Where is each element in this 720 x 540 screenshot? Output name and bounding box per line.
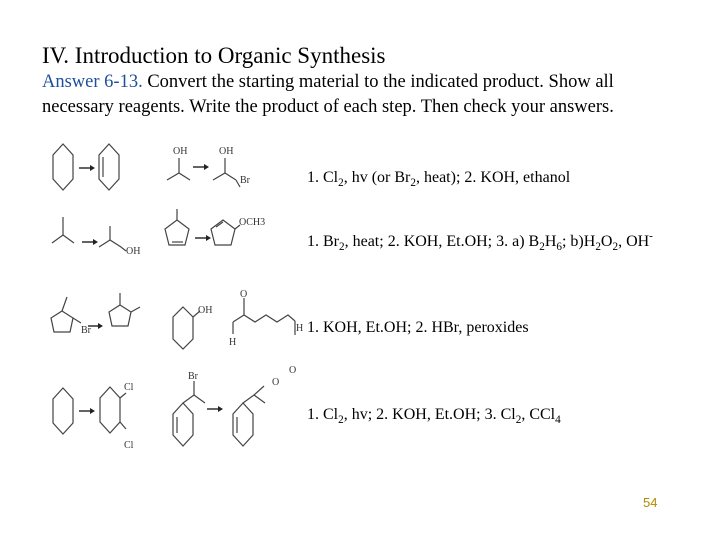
answer-text: , CCl — [521, 406, 556, 423]
reaction-arrow — [193, 164, 209, 170]
cyclohexanol-structure — [173, 307, 193, 349]
label-o: O — [289, 365, 297, 376]
reaction-arrow — [195, 235, 211, 241]
label-o: O — [240, 289, 248, 300]
answer-text: H — [544, 233, 557, 250]
label-och3: OCH3 — [239, 217, 266, 228]
primary-alcohol-structure — [99, 240, 126, 251]
subscript: 2 — [338, 177, 344, 190]
bromo-alcohol-structure — [213, 173, 236, 180]
answer-line — [307, 165, 702, 191]
cyclohexane-structure — [53, 144, 73, 190]
subscript: 2 — [339, 241, 345, 254]
subscript: 2 — [338, 414, 344, 427]
label-br: Br — [240, 175, 250, 186]
subscript: 2 — [539, 241, 545, 254]
subscript: 4 — [555, 414, 561, 427]
answer-text: O — [600, 233, 613, 250]
subscript: 2 — [410, 177, 416, 190]
cyclohexane-structure — [53, 388, 73, 434]
answer-line — [307, 229, 702, 255]
answer-text: ; b)H — [561, 233, 596, 250]
slide-title: IV. Introduction to Organic Synthesis — [42, 43, 386, 68]
page-number: 54 — [643, 495, 658, 510]
isobutane-structure — [52, 235, 63, 243]
label-cl: Cl — [124, 382, 134, 393]
label-br: Br — [81, 325, 91, 336]
answer-text: , hv; 2. KOH, Et.OH; 3. Cl — [343, 406, 516, 423]
reaction-arrow — [207, 406, 223, 412]
superscript: - — [649, 230, 653, 243]
answer-text: 1. Cl — [307, 169, 339, 186]
substituted-cyclopentane-structure — [109, 305, 131, 326]
answer-label: Answer 6-13. — [42, 72, 143, 92]
reaction-schemes-figure — [40, 135, 330, 465]
subscript: 2 — [612, 241, 619, 254]
answer-line — [307, 315, 702, 341]
label-oh: OH — [126, 246, 141, 257]
reaction-arrow — [82, 239, 98, 245]
dichlorocyclohexane-structure — [100, 387, 120, 433]
subscript: 2 — [515, 414, 522, 427]
answer-line — [307, 402, 702, 428]
reaction-schemes-drawing — [40, 135, 330, 465]
answer-text: , heat; 2. KOH, Et.OH; 3. a) B — [344, 233, 540, 250]
subscript: 6 — [556, 241, 562, 254]
aldehyde-chain-structure — [233, 315, 295, 322]
phenyl-bromide-structure — [173, 403, 193, 446]
label-br: Br — [188, 371, 198, 382]
label-oh: OH — [198, 305, 213, 316]
subscript: 2 — [595, 241, 601, 254]
prompt-text: Convert the starting material to the indicated product. Show all necessary reagents. Write the product of each step. Then check your answers. — [42, 72, 614, 117]
answers-column — [307, 0, 702, 540]
label-cl: Cl — [124, 440, 134, 451]
phenyl-ketone-structure — [233, 403, 253, 446]
isopropanol-structure — [167, 173, 190, 180]
label-oh: OH — [219, 146, 234, 157]
label-h: H — [229, 337, 237, 348]
answer-text: , heat); 2. KOH, ethanol — [415, 169, 571, 186]
answer-text: 1. Br — [307, 233, 339, 250]
label-o: O — [272, 377, 280, 388]
answer-text: , OH — [618, 233, 650, 250]
reaction-arrow — [79, 408, 95, 414]
bromocyclopentane-structure — [51, 311, 73, 332]
answer-text: , hv (or Br — [343, 169, 411, 186]
answer-text: 1. Cl — [307, 406, 339, 423]
label-h: H — [296, 323, 304, 334]
cyclopentene-structure — [165, 220, 189, 245]
methoxy-cyclopentene-structure — [211, 220, 235, 245]
label-oh: OH — [173, 146, 188, 157]
answer-text: 1. KOH, Et.OH; 2. HBr, peroxides — [307, 319, 529, 336]
reaction-arrow — [79, 165, 95, 171]
cyclohexene-structure — [99, 144, 119, 190]
